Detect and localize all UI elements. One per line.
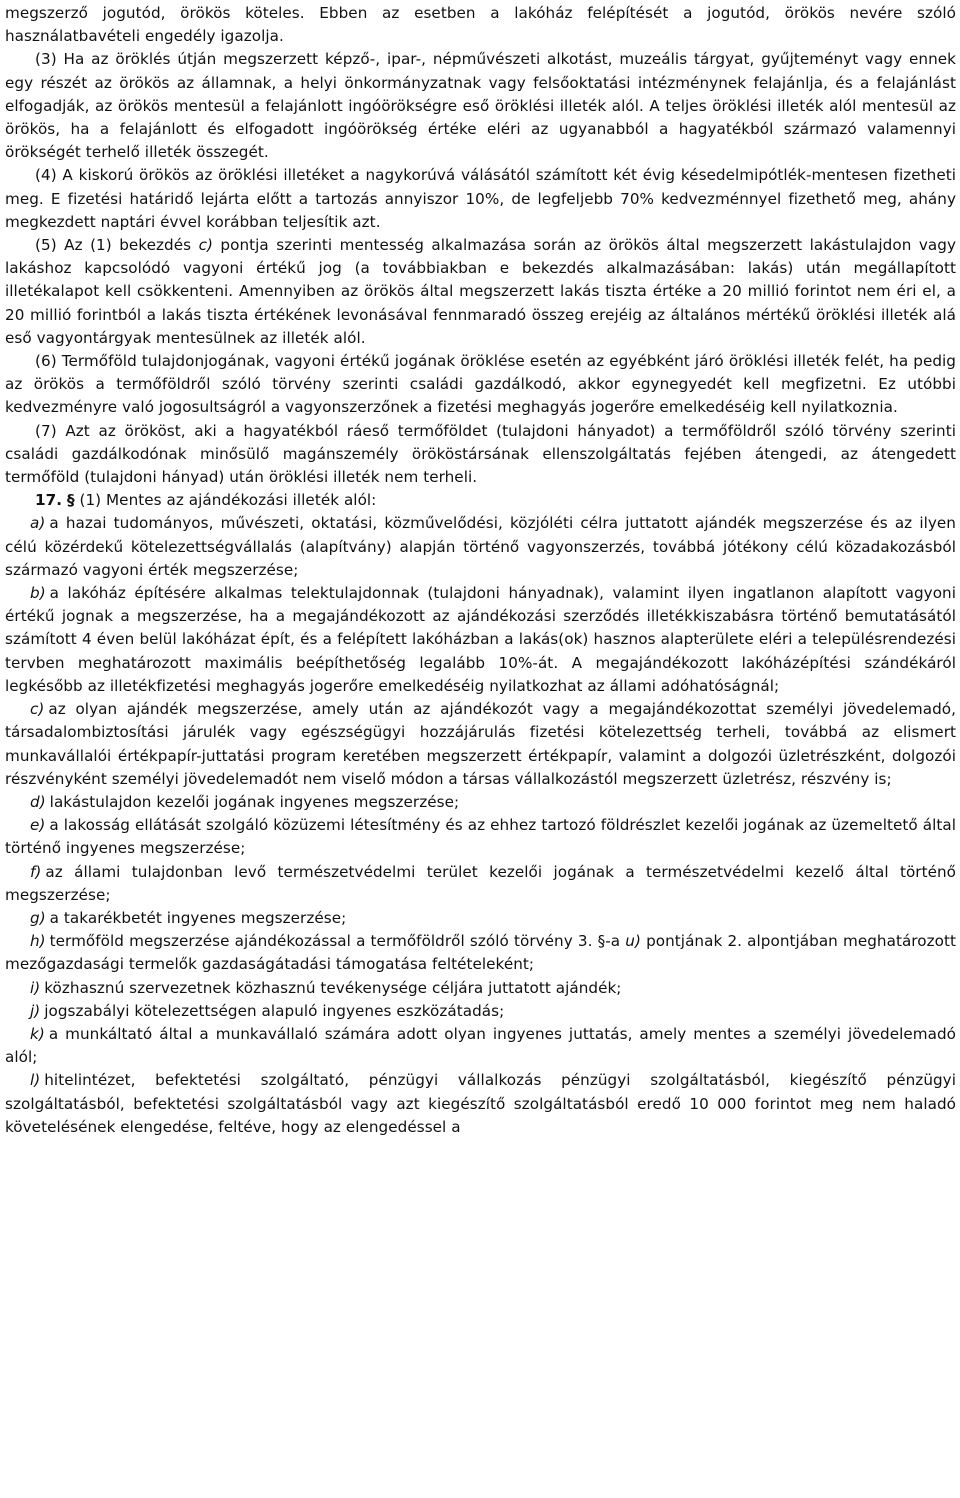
item-letter: l) — [30, 1071, 41, 1090]
list-item-a — [5, 512, 956, 582]
item-text: a takarékbetét ingyenes megszerzése; — [49, 908, 347, 927]
paragraph-5 — [5, 234, 956, 350]
list-item-e — [5, 814, 956, 860]
document-page — [5, 2, 956, 1139]
item-reference: u) — [625, 932, 641, 951]
paragraph-5-body: pontja szerinti mentesség alkalmazása során az örökös által megszerzett lakástulajdon vagy lakáshoz kapcsolódó vagyoni értékű jog (a továbbiakban e bekezdés alkalmazásában: lakás) után megállapított illetékalapot kell csökkenteni. Amennyiben az örökös által megszerzett lakás tiszta értéke a 20 millió forintot nem éri el, a 20 millió forintból a lakás tiszta értékének levonásával fennmaradó összeg erejéig az általános mértékű öröklési illeték alá eső vagyontárgyak mentesülnek az illeték alól. — [5, 236, 956, 347]
paragraph-3: (3) Ha az öröklés útján megszerzett képző-, ipar-, népművészeti alkotást, muzeális tárgyat, gyűjteményt vagy ennek egy részét az örökös az államnak, a helyi önkormányzatnak vagy felsőoktatási intézménynek felajánlja, és a felajánlást elfogadják, az örökös mentesül a felajánlott ingóörökségre eső öröklési illeték alól. A teljes öröklési illeték alól mentesül az örökös, ha a felajánlott és elfogadott ingóörökség értéke eléri az ugyanabból a hagyatékból származó valamennyi örökségét terhelő illeték összegét. — [5, 50, 956, 162]
paragraph-continuation: megszerző jogutód, örökös köteles. Ebben az esetben a lakóház felépítését a jogutód, örökös nevére szóló használatbavételi engedély igazolja. — [5, 4, 956, 46]
list-item-b — [5, 582, 956, 698]
item-letter: b) — [30, 584, 46, 603]
item-text: a munkáltató által a munkavállaló számára adott olyan ingyenes juttatás, amely mentes a személyi jövedelemadó alól; — [5, 1024, 956, 1067]
item-text: az olyan ajándék megszerzése, amely után az ajándékozót vagy a megajándékozottat személyi jövedelemadó, társadalombiztosítási járulék vagy egészségügyi hozzájárulás fizetési kötelezettség terheli, továbbá az elismert munkavállalói értékpapír-juttatási program keretében megszerzett értékpapír, valamint a dolgozói üzletrészként, dolgozói részvényként személyi jövedelemadót nem viselő módon a társas vállalkozástól megszerzett üzletrész, részvény is; — [5, 700, 956, 788]
paragraph-5-prefix: (5) Az (1) bekezdés — [35, 236, 199, 255]
paragraph-5-reference: c) — [198, 236, 213, 255]
item-letter: k) — [30, 1024, 45, 1043]
item-letter: i) — [30, 978, 41, 997]
list-item-i — [5, 977, 956, 1000]
item-text: az állami tulajdonban levő természetvédelmi terület kezelői jogának a természetvédelmi kezelő által történő megszerzése; — [5, 862, 956, 904]
item-text: hitelintézet, befektetési szolgáltató, pénzügyi vállalkozás pénzügyi szolgáltatásból, kiegészítő pénzügyi szolgáltatásból, befektetési szolgáltatásból vagy azt kiegészítő szolgáltatásból eredő 10 000 forintot meg nem haladó követelésének elengedése, feltéve, hogy az elengedéssel a — [5, 1071, 956, 1136]
section-symbol: § — [66, 491, 75, 510]
item-letter: g) — [30, 908, 46, 927]
list-item-h — [5, 930, 956, 976]
item-letter: a) — [30, 514, 46, 533]
list-item-k — [5, 1023, 956, 1069]
item-letter: j) — [30, 1001, 41, 1020]
list-item-l — [5, 1069, 956, 1139]
item-text: jogszabályi kötelezettségen alapuló ingyenes eszközátadás; — [44, 1001, 505, 1020]
item-letter: f) — [30, 862, 42, 881]
section-number: 17. — [35, 491, 63, 510]
item-text: a lakóház építésére alkalmas telektulajdonnak (tulajdoni hányadnak), valamint ilyen ingatlanon alapított vagyoni értékű jognak a megszerzése, ha a megajándékozott az ajándékozási szerződés illetékkiszabásra történő bemutatásától számított 4 éven belül lakóházat épít, és a felépített lakóházban a lakás(ok) hasznos alapterülete eléri a településrendezési tervben meghatározott maximális beépíthetőség legalább 10%-át. A megajándékozott lakóházépítési szándékáról legkésőbb az illetékfizetési meghagyás jogerőre emelkedéséig nyilatkozhat az állami adóhatóságnál; — [5, 584, 956, 695]
list-item-c — [5, 698, 956, 791]
item-text: a lakosság ellátását szolgáló közüzemi létesítmény és az ehhez tartozó földrészlet kezelői jogának az üzemeltető által történő ingyenes megszerzése; — [5, 816, 956, 858]
list-item-d — [5, 791, 956, 814]
list-item-f — [5, 861, 956, 907]
item-text: a hazai tudományos, művészeti, oktatási, közművelődési, közjóléti célra juttatott ajándék megszerzése és az ilyen célú közérdekű kötelezettségvállalás (alapítvány) alapján történő vagyonszerzés, továbbá jótékony célú közadakozásból származó vagyoni érték megszerzése; — [5, 514, 956, 579]
list-item-g — [5, 907, 956, 930]
paragraph-6: (6) Termőföld tulajdonjogának, vagyoni értékű jogának öröklése esetén az egyébként járó öröklési illeték felét, ha pedig az örökös a termőföldről szóló törvény szerinti családi gazdálkodó, akkor egynegyedét kell megfizetni. Ez utóbbi kedvezményre való jogosultságról a vagyonszerzőnek a fizetési meghagyás jogerőre emelkedéséig kell nyilatkoznia. — [5, 352, 956, 417]
item-text-tail: pontjának 2. alpontjában meghatározott mezőgazdasági termelők gazdaságátadási támogatása feltételeként; — [5, 932, 956, 974]
item-letter: d) — [30, 792, 46, 811]
item-text: termőföld megszerzése ajándékozással a termőföldről szóló törvény 3. §-a — [49, 932, 626, 951]
item-letter: e) — [30, 816, 46, 835]
paragraph-4: (4) A kiskorú örökös az öröklési illetéket a nagykorúvá válásától számított két évig késedelmipótlék-mentesen fizetheti meg. E fizetési határidő lejárta előtt a tartozás annyiszor 10%, de legfeljebb 70% kedvezménnyel fizethető meg, ahány megkezdett naptári évvel korábban teljesítik azt. — [5, 166, 956, 231]
item-text: közhasznú szervezetnek közhasznú tevékenysége céljára juttatott ajándék; — [44, 978, 622, 997]
section-17-heading — [5, 489, 956, 512]
item-letter: h) — [30, 932, 46, 951]
section-17-intro: (1) Mentes az ajándékozási illeték alól: — [74, 491, 377, 510]
list-item-j — [5, 1000, 956, 1023]
item-letter: c) — [30, 700, 45, 719]
item-text: lakástulajdon kezelői jogának ingyenes megszerzése; — [49, 792, 460, 811]
paragraph-7: (7) Azt az örököst, aki a hagyatékból ráeső termőföldet (tulajdoni hányadot) a termőföldről szóló törvény szerinti családi gazdálkodónak minősülő magánszemély örököstársának ellenszolgáltatás fejében átengedi, az átengedett termőföld (tulajdoni hányad) után öröklési illeték nem terheli. — [5, 421, 956, 487]
